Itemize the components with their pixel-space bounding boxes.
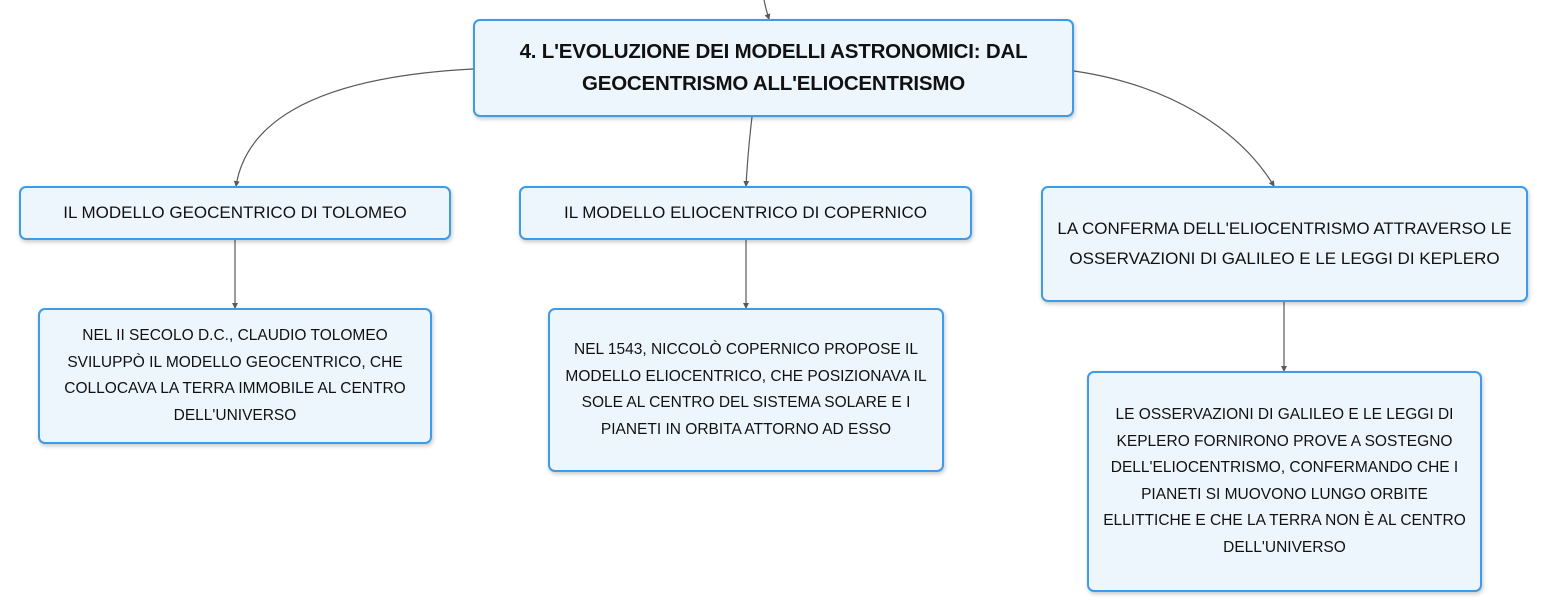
detail-text: LE OSSERVAZIONI DI GALILEO E LE LEGGI DI KEPLERO FORNIRONO PROVE A SOSTEGNO DELL'ELIOCENTRISMO, CONFERMANDO CHE I PIANETI SI MUOVONO LUNGO ORBITE ELLITTICHE E CHE LA TERRA NON È AL CENTRO DELL'UNIVERSO <box>1103 406 1466 556</box>
root-node[interactable] <box>473 19 1074 117</box>
topic-label: LA CONFERMA DELL'ELIOCENTRISMO ATTRAVERSO LE OSSERVAZIONI DI GALILEO E LE LEGGI DI KEPLERO <box>1057 219 1512 268</box>
topic-label: IL MODELLO ELIOCENTRICO DI COPERNICO <box>563 203 928 222</box>
connector-parent-to-root <box>764 0 769 19</box>
connector-root-to-topic-1 <box>236 69 473 186</box>
topic-label: IL MODELLO GEOCENTRICO DI TOLOMEO <box>63 203 407 222</box>
topic-node-copernico[interactable] <box>519 186 972 240</box>
detail-node-galileo-keplero[interactable] <box>1087 371 1482 592</box>
detail-text: NEL 1543, NICCOLÒ COPERNICO PROPOSE IL MODELLO ELIOCENTRICO, CHE POSIZIONAVA IL SOLE AL CENTRO DEL SISTEMA SOLARE E I PIANETI IN ORBITA ATTORNO AD ESSO <box>565 341 927 438</box>
connector-root-to-topic-2 <box>746 117 752 186</box>
topic-node-galileo-keplero[interactable] <box>1041 186 1528 302</box>
connector-root-to-topic-3 <box>1074 71 1274 186</box>
detail-text: NEL II SECOLO D.C., CLAUDIO TOLOMEO SVILUPPÒ IL MODELLO GEOCENTRICO, CHE COLLOCAVA LA TERRA IMMOBILE AL CENTRO DELL'UNIVERSO <box>64 327 406 424</box>
topic-node-tolomeo[interactable] <box>19 186 451 240</box>
detail-node-copernico[interactable] <box>548 308 944 472</box>
root-title: 4. L'EVOLUZIONE DEI MODELLI ASTRONOMICI: DAL GEOCENTRISMO ALL'ELIOCENTRISMO <box>519 40 1028 95</box>
detail-node-tolomeo[interactable] <box>38 308 432 444</box>
